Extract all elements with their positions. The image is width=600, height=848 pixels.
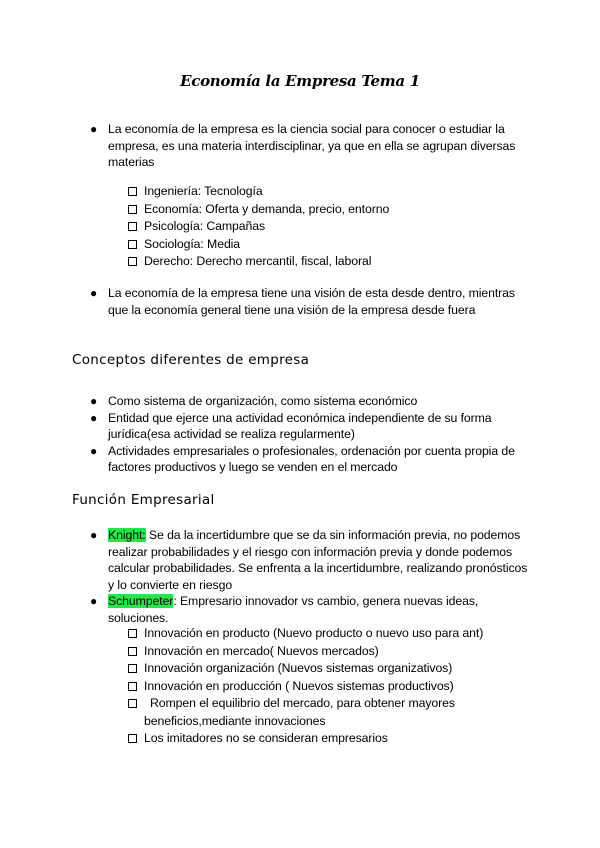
- checkbox-icon[interactable]: [128, 187, 137, 196]
- bullet-text: Se da la incertidumbre que se da sin información previa, no podemos realizar probabilidades y el riesgo con información previa y donde podemos calcular probabilidades. Se enfrenta a la incertidumbre, realizando pronósticos y lo convierte en riesgo: [108, 528, 528, 592]
- bullet-icon: ●: [90, 528, 98, 542]
- funcion-list: [0, 527, 600, 626]
- checkbox-icon[interactable]: [128, 682, 137, 691]
- list-item: [0, 121, 600, 171]
- intro-block-2: [0, 285, 600, 318]
- checkbox-icon[interactable]: [128, 240, 137, 249]
- page-title: Economía la Empresa Tema 1: [180, 72, 420, 90]
- schumpeter-checklist: [0, 625, 600, 748]
- highlighted-term-knight: Knight:: [108, 528, 146, 542]
- checklist-item[interactable]: [0, 183, 600, 201]
- checkbox-icon[interactable]: [128, 205, 137, 214]
- bullet-icon: ●: [90, 594, 98, 608]
- checklist-item[interactable]: [0, 236, 600, 254]
- checklist-text: Innovación en producto (Nuevo producto o nuevo uso para ant): [144, 626, 484, 640]
- checkbox-icon[interactable]: [128, 222, 137, 231]
- checklist-text: Rompen el equilibrio del mercado, para obtener mayores beneficios,mediante innovaciones: [144, 696, 455, 728]
- bullet-text: La economía de la empresa es la ciencia social para conocer o estudiar la empresa, es una materia interdisciplinar, ya que en ella se agrupan diversas materias: [108, 122, 516, 169]
- checklist-text: Economía: Oferta y demanda, precio, entorno: [144, 201, 390, 216]
- checklist-item[interactable]: [0, 678, 600, 696]
- highlighted-term-schumpeter: Schumpeter: [108, 594, 174, 608]
- intro-block: [0, 121, 600, 171]
- checkbox-icon[interactable]: [128, 257, 137, 266]
- checklist-text: Innovación en producción ( Nuevos sistemas productivos): [144, 678, 454, 693]
- checklist-text: Derecho: Derecho mercantil, fiscal, laboral: [144, 254, 372, 268]
- checklist-item[interactable]: [0, 643, 600, 661]
- bullet-text: Actividades empresariales o profesionales, ordenación por cuenta propia de factores productivos y luego se venden en el mercado: [108, 443, 515, 474]
- bullet-icon: ●: [90, 286, 98, 300]
- list-item: [0, 443, 600, 476]
- list-item: [0, 393, 600, 410]
- list-item: [0, 285, 600, 318]
- bullet-text: Entidad que ejerce una actividad económica independiente de su forma jurídica(esa actividad se realiza regularmente): [108, 410, 492, 441]
- checkbox-icon[interactable]: [128, 647, 137, 656]
- bullet-icon: ●: [90, 410, 98, 425]
- list-item: [0, 410, 600, 443]
- checklist-item[interactable]: [0, 625, 600, 643]
- conceptos-list: [0, 393, 600, 476]
- checklist-text: Los imitadores no se consideran empresarios: [144, 731, 388, 745]
- section-heading-conceptos: Conceptos diferentes de empresa: [72, 352, 310, 368]
- checklist-item[interactable]: [0, 201, 600, 219]
- bullet-icon: ●: [90, 122, 98, 136]
- checkbox-icon[interactable]: [128, 664, 137, 673]
- bullet-text: : Empresario innovador vs cambio, genera nuevas ideas, soluciones.: [108, 594, 479, 625]
- checklist-text: Psicología: Campañas: [144, 219, 266, 233]
- checklist-item[interactable]: [0, 218, 600, 236]
- checklist-item[interactable]: [0, 730, 600, 748]
- checklist-text: Sociología: Media: [144, 236, 241, 251]
- checklist-item[interactable]: [0, 695, 600, 730]
- list-item-knight: [0, 527, 600, 593]
- bullet-icon: ●: [90, 394, 98, 408]
- checklist-text: Ingeniería: Tecnología: [144, 184, 263, 198]
- list-item-schumpeter: [0, 593, 600, 626]
- intro-checklist: [0, 183, 600, 271]
- bullet-icon: ●: [90, 443, 98, 458]
- section-heading-funcion: Función Empresarial: [72, 492, 215, 508]
- bullet-text: Como sistema de organización, como sistema económico: [108, 394, 418, 408]
- checkbox-icon[interactable]: [128, 629, 137, 638]
- checklist-text: Innovación organización (Nuevos sistemas organizativos): [144, 661, 453, 675]
- checkbox-icon[interactable]: [128, 734, 137, 743]
- checklist-text: Innovación en mercado( Nuevos mercados): [144, 643, 379, 658]
- bullet-text: La economía de la empresa tiene una visión de esta desde dentro, mientras que la economía general tiene una visión de la empresa desde fuera: [108, 286, 515, 317]
- checkbox-icon[interactable]: [128, 699, 137, 708]
- checklist-item[interactable]: [0, 253, 600, 271]
- checklist-item[interactable]: [0, 660, 600, 678]
